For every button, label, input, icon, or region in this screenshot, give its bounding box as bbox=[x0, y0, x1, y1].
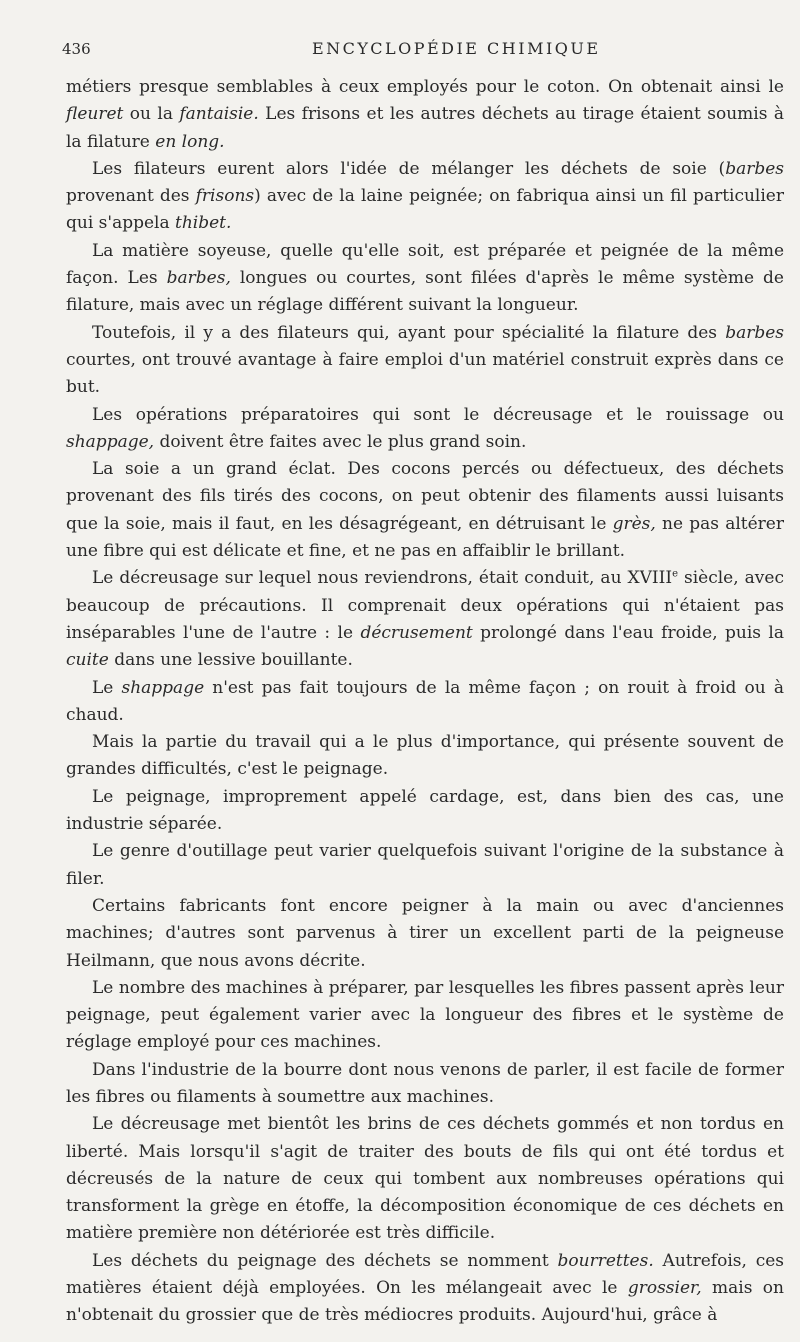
superscript-text: e bbox=[672, 568, 678, 580]
italic-term: thibet. bbox=[175, 213, 232, 234]
italic-term: décrusement bbox=[360, 622, 473, 643]
text-segment: provenant des bbox=[66, 186, 196, 207]
paragraph bbox=[66, 402, 784, 457]
text-segment: Les déchets du peignage des déchets se nomment bbox=[92, 1250, 558, 1271]
text-segment: Le peignage, improprement appelé cardage, est, dans bien des cas, une industrie séparée. bbox=[66, 786, 784, 835]
paragraph bbox=[66, 784, 784, 839]
text-segment: prolongé dans l'eau froide, puis la bbox=[472, 622, 784, 643]
text-segment: ou la bbox=[123, 104, 180, 125]
italic-term: barbes, bbox=[166, 268, 231, 289]
paragraph bbox=[66, 156, 784, 238]
text-segment: Les frisons et les autres déchets au tirage étaient soumis à la filature bbox=[66, 104, 784, 152]
text-segment: siècle, avec beaucoup de précautions. Il comprenait deux opérations qui n'étaient pas inséparables l'une de l'autre : le bbox=[66, 568, 784, 643]
text-segment: Le décreusage met bientôt les brins de ces déchets gommés et non tordus en liberté. Mais lorsqu'il s'agit de traiter des bouts de fils qui ont été tordus et décreusés de la nature de ceux qui tombent aux nombreuses opérations qui transforment la grège en étoffe, la décomposition économique de ces déchets en matière première non détériorée est très difficile. bbox=[66, 1114, 784, 1244]
text-segment: doivent être faites avec le plus grand soin. bbox=[154, 431, 527, 452]
italic-term: en long. bbox=[155, 131, 225, 152]
paragraph bbox=[66, 893, 784, 975]
text-segment: longues ou courtes, sont filées d'après le même système de filature, mais avec un réglage différent suivant la longueur. bbox=[66, 268, 784, 316]
italic-term: barbes bbox=[725, 158, 784, 179]
paragraph bbox=[66, 565, 784, 674]
text-segment: Le nombre des machines à préparer, par lesquelles les fibres passent après leur peignage, peut également varier avec la longueur des fibres et le système de réglage employé pour ces machines. bbox=[66, 977, 784, 1053]
page-header bbox=[62, 34, 784, 64]
text-segment: Les opérations préparatoires qui sont le décreusage et le rouissage ou bbox=[92, 404, 784, 425]
text-segment: La soie a un grand éclat. Des cocons percés ou défectueux, des déchets provenant des fils tirés des cocons, on peut obtenir des filaments aussi luisants que la soie, mais il faut, en les désagrégeant, en détruisant le bbox=[66, 459, 784, 534]
paragraph bbox=[66, 838, 784, 893]
text-segment: Certains fabricants font encore peigner à la main ou avec d'anciennes machines; d'autres sont parvenus à tirer un excellent parti de la peigneuse Heilmann, que nous avons décrite. bbox=[66, 895, 784, 971]
italic-term: bourrettes. bbox=[557, 1250, 654, 1271]
italic-term: shappage bbox=[121, 677, 205, 698]
text-segment: ) avec de la laine peignée; on fabriqua ainsi un fil particulier qui s'appela bbox=[66, 186, 784, 234]
text-segment: Les filateurs eurent alors l'idée de mélanger les déchets de soie ( bbox=[92, 158, 726, 179]
italic-term: grès, bbox=[612, 513, 656, 534]
paragraph bbox=[66, 675, 784, 730]
paragraph bbox=[66, 1248, 784, 1330]
text-segment: Le décreusage sur lequel nous reviendrons, était conduit, au XVIII bbox=[92, 568, 673, 589]
italic-term: fantaisie. bbox=[179, 104, 259, 125]
body-text bbox=[66, 74, 784, 1330]
paragraph bbox=[66, 975, 784, 1057]
text-segment: Le genre d'outillage peut varier quelquefois suivant l'origine de la substance à filer. bbox=[66, 841, 784, 889]
paragraph bbox=[66, 74, 784, 156]
text-segment: Dans l'industrie de la bourre dont nous venons de parler, il est facile de former les fibres ou filaments à soumettre aux machines. bbox=[66, 1059, 784, 1107]
text-segment: Le bbox=[92, 677, 122, 698]
paragraph bbox=[66, 238, 784, 320]
paragraph bbox=[66, 456, 784, 565]
text-segment: courtes, ont trouvé avantage à faire emploi d'un matériel construit exprès dans ce but. bbox=[66, 349, 784, 398]
text-segment: métiers presque semblables à ceux employés pour le coton. On obtenait ainsi le bbox=[66, 77, 784, 97]
page-number: 436 bbox=[62, 40, 91, 58]
paragraph bbox=[66, 1111, 784, 1247]
text-segment: Mais la partie du travail qui a le plus d'importance, qui présente souvent de grandes difficultés, c'est le peignage. bbox=[66, 732, 784, 780]
italic-term: shappage, bbox=[66, 431, 155, 452]
text-segment: ne pas altérer une fibre qui est délicate et fine, et ne pas en affaiblir le brillant. bbox=[66, 513, 784, 562]
italic-term: cuite bbox=[66, 650, 109, 671]
text-segment: dans une lessive bouillante. bbox=[108, 650, 353, 671]
italic-term: fleuret bbox=[66, 104, 124, 125]
text-segment: mais on n'obtenait du grossier que de très médiocres produits. Aujourd'hui, grâce à bbox=[66, 1278, 784, 1326]
running-title: ENCYCLOPÉDIE CHIMIQUE bbox=[312, 39, 601, 58]
paragraph bbox=[66, 729, 784, 784]
text-segment: Autrefois, ces matières étaient déjà employées. On les mélangeait avec le bbox=[66, 1250, 785, 1299]
text-segment: Toutefois, il y a des filateurs qui, ayant pour spécialité la filature des bbox=[92, 322, 726, 343]
italic-term: barbes bbox=[725, 322, 784, 343]
paragraph bbox=[66, 320, 784, 402]
text-segment: La matière soyeuse, quelle qu'elle soit, est préparée et peignée de la même façon. Les bbox=[66, 240, 784, 289]
italic-term: frisons bbox=[195, 186, 255, 207]
text-segment: n'est pas fait toujours de la même façon ; on rouit à froid ou à chaud. bbox=[66, 677, 784, 725]
paragraph bbox=[66, 1057, 784, 1112]
italic-term: grossier, bbox=[627, 1278, 702, 1299]
